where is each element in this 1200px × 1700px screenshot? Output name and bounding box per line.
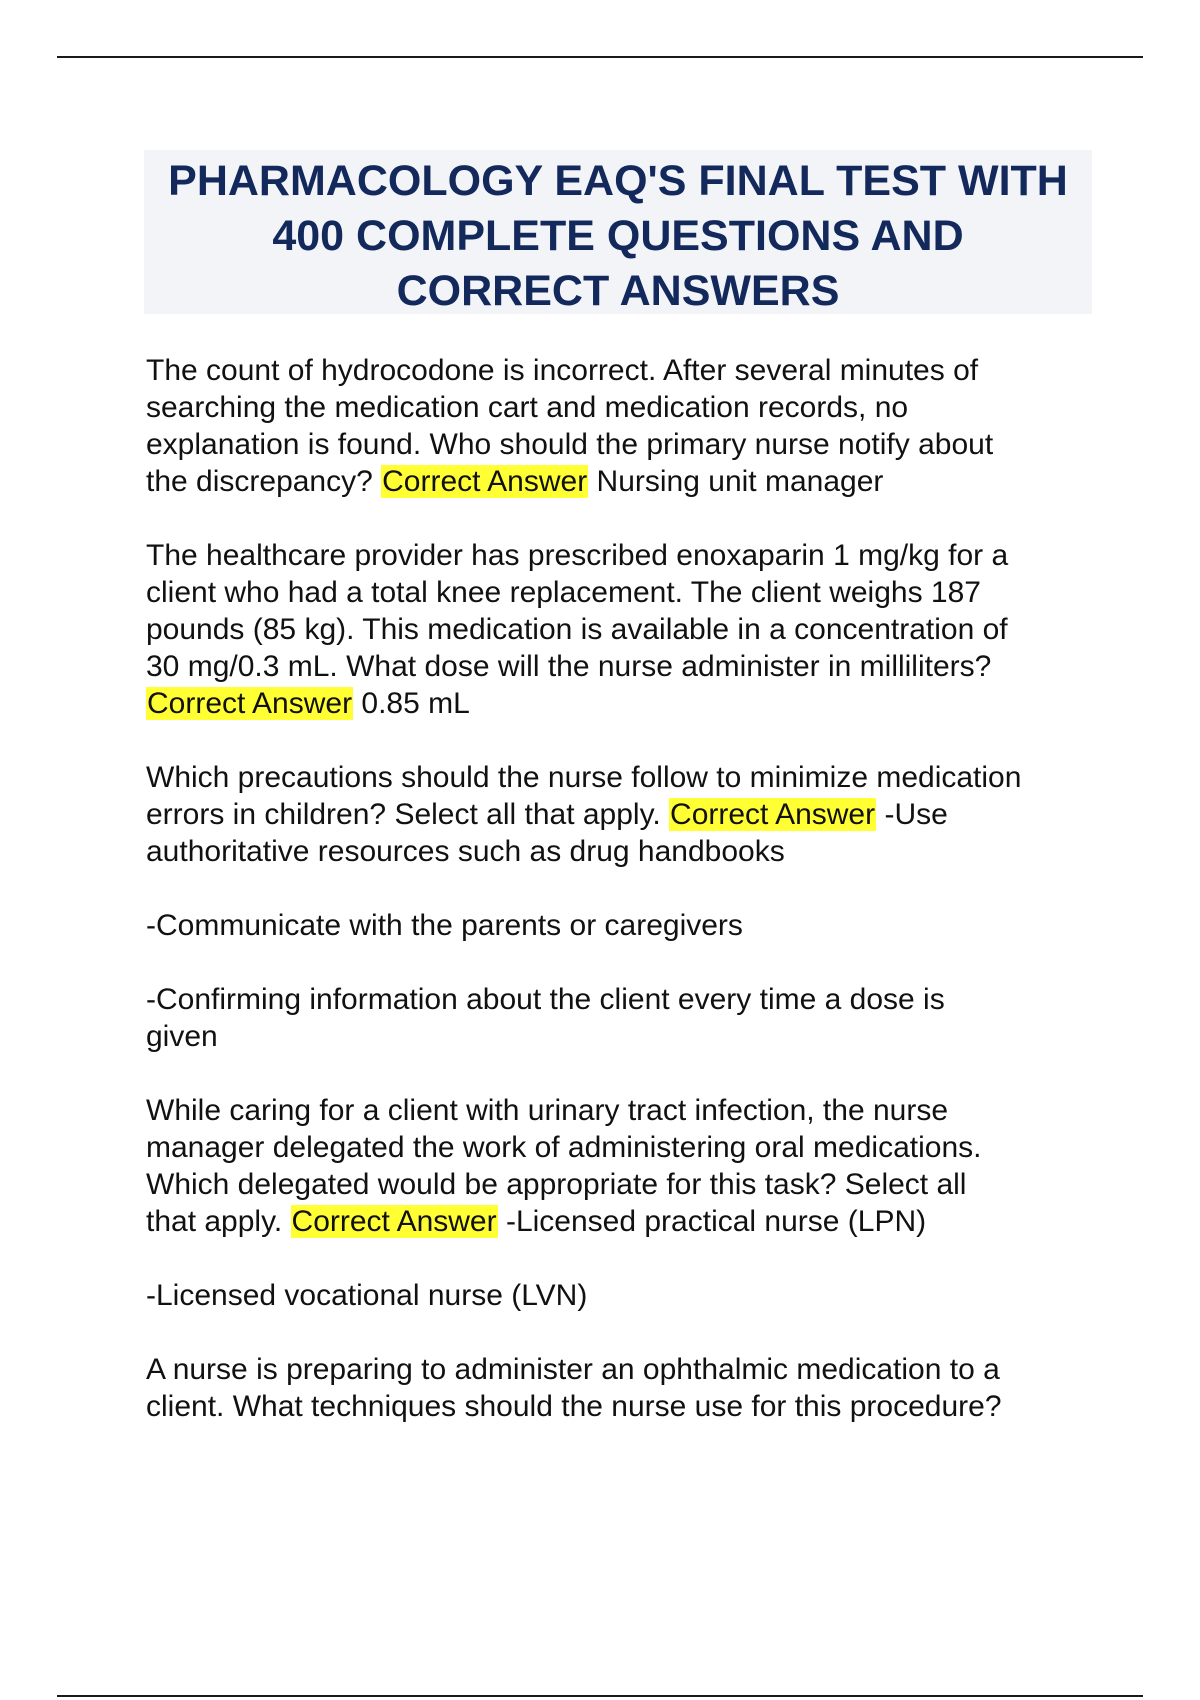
answer-4-option-2: -Licensed vocational nurse (LVN) — [146, 1279, 588, 1312]
answer-3-option-3: -Confirming information about the client every time a dose is given — [146, 983, 945, 1053]
title-line-3: CORRECT ANSWERS — [396, 267, 840, 315]
answer-3-option-2: -Communicate with the parents or caregivers — [146, 909, 743, 942]
correct-answer-label: Correct Answer — [291, 1205, 497, 1238]
question-4: While caring for a client with urinary tract infection, the nurse manager delegated the work of administering oral medications. Which delegated would be appropriate for this task? Select all that apply. Correct Answer -Licensed practical nurse (LPN) — [146, 1094, 982, 1238]
bottom-rule — [57, 1695, 1143, 1697]
correct-answer-label: Correct Answer — [670, 798, 876, 831]
question-2: The healthcare provider has prescribed enoxaparin 1 mg/kg for a client who had a total knee replacement. The client weighs 187 pounds (85 kg). This medication is available in a concentration of 30 mg/0.3 mL. What dose will the nurse administer in milliliters? Correct Answer 0.85 mL — [146, 539, 1009, 720]
answer-1: Nursing unit manager — [588, 465, 884, 498]
correct-answer-label: Correct Answer — [382, 465, 588, 498]
correct-answer-label: Correct Answer — [147, 687, 353, 720]
answer-4: -Licensed practical nurse (LPN) — [497, 1205, 927, 1238]
title-banner — [144, 150, 1092, 314]
document-title — [144, 154, 1092, 319]
question-3: Which precautions should the nurse follow to minimize medication errors in children? Select all that apply. Correct Answer -Use authoritative resources such as drug handbooks — [146, 761, 1022, 868]
answer-2: 0.85 mL — [353, 687, 470, 720]
document-body — [146, 352, 1106, 1462]
answer-3-line: authoritative resources such as drug handbooks — [146, 835, 785, 868]
top-rule — [57, 56, 1143, 58]
question-5: A nurse is preparing to administer an ophthalmic medication to a client. What techniques should the nurse use for this procedure? — [146, 1353, 1002, 1423]
title-line-2: 400 COMPLETE QUESTIONS AND — [272, 212, 964, 260]
question-1: The count of hydrocodone is incorrect. After several minutes of searching the medication cart and medication records, no explanation is found. Who should the primary nurse notify about the discrepancy? Correct Answer Nursing unit manager — [146, 354, 994, 498]
title-line-1: PHARMACOLOGY EAQ'S FINAL TEST WITH — [168, 157, 1068, 205]
